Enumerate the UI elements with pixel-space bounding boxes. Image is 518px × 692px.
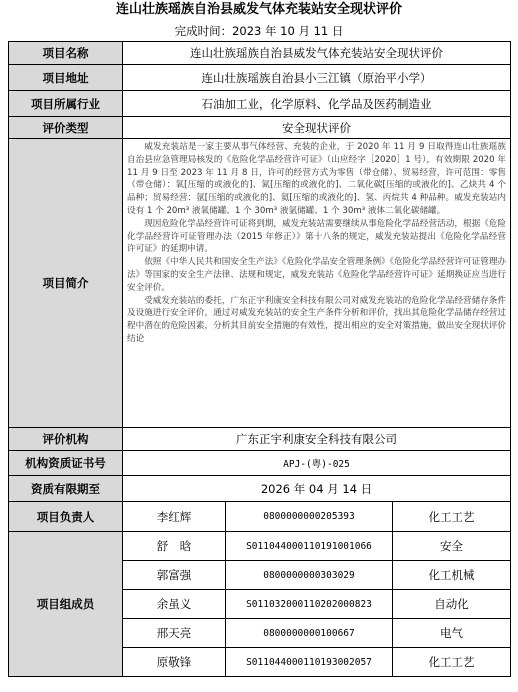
project-name-label: 项目名称 [9,42,123,65]
eval-type-value: 安全现状评价 [123,117,511,139]
intro-paragraph: 受威发充装站的委托，广东正宇利康安全科技有限公司对威发充装站的危险化学品经营储存条件及设施进行安全评价，通过对威发充装站的安全生产条件分析和评价，找出其危险化学品储存经营过程中潜在的危险因素，分析其目前安全措施的有效性，提出相应的安全对策措施，做出安全现状评价结论 [127,295,507,344]
member-specialty: 化工工艺 [393,648,511,677]
member-cert: 0800000000303029 [226,561,393,590]
industry-label: 项目所属行业 [9,91,123,117]
project-info-table [8,41,511,677]
member-specialty: 化工机械 [393,561,511,590]
member-cert: 0800000000100667 [226,619,393,648]
row-eval-type [9,117,511,139]
member-row [9,532,511,561]
row-cert-expiry [9,476,511,502]
row-industry [9,91,511,117]
intro-paragraph: 威发充装站是一家主要从事气体经营、充装的企业，于 2020 年 11 月 9 日取得连山壮族瑶族自治县应急管理局核发的《危险化学品经营许可证》（山应经字［2020］1 号），有效期限 2020 年 11 月 9 日至 2023 年 11 月 8 日，许可的经营方式为零售（带仓储）、贸易经营，许可范围：零售（带仓储）：氧[压缩的或液化的]、氮[压缩的或液化的]、二氧化碳[压缩的或液化的]、乙炔共 4 个品种；贸易经营：氩[压缩的或液化的]、氦[压缩的或液化的]、氢、丙烷共 4 种品种。威发充装站内设有 1 个 20m³ 液氧储罐、1 个 30m³ 液氩储罐、1 个 30m³ 液体二氧化碳储罐。 [127,142,507,216]
eval-type-label: 评价类型 [9,117,123,139]
cert-no-value: APJ-(粤)-025 [123,451,511,476]
leader-cert: 0800000000205393 [226,502,393,532]
intro-label: 项目简介 [9,139,123,428]
eval-org-label: 评价机构 [9,428,123,451]
project-address-label: 项目地址 [9,65,123,91]
member-specialty: 自动化 [393,590,511,619]
leader-label: 项目负责人 [9,502,123,532]
project-name-value: 连山壮族瑶族自治县威发气体充装站安全现状评价 [123,42,511,65]
member-cert: S011044000110193002057 [226,648,393,677]
member-name: 原敬锋 [123,648,226,677]
row-eval-org [9,428,511,451]
completion-date: 完成时间：2023 年 10 月 11 日 [174,24,344,38]
cert-expiry-value: 2026 年 04 月 14 日 [123,476,511,502]
member-name: 余虽义 [123,590,226,619]
cert-no-label: 机构资质证书号 [9,451,123,476]
members-label: 项目组成员 [9,532,123,677]
row-cert-no [9,451,511,476]
member-name: 舒 晗 [123,532,226,561]
cert-expiry-label: 资质有限期至 [9,476,123,502]
row-leader [9,502,511,532]
eval-org-value: 广东正宇利康安全科技有限公司 [123,428,511,451]
row-project-name [9,42,511,65]
document-title: 连山壮族瑶族自治县威发气体充装站安全现状评价 [115,2,402,17]
member-specialty: 安全 [393,532,511,561]
member-cert: S011032000110202000823 [226,590,393,619]
leader-specialty: 化工工艺 [393,502,511,532]
member-specialty: 电气 [393,619,511,648]
intro-text [123,139,511,428]
member-cert: S011044000110191001066 [226,532,393,561]
project-address-value: 连山壮族瑶族自治县小三江镇（原治平小学） [123,65,511,91]
member-name: 邢天亮 [123,619,226,648]
row-intro [9,139,511,428]
intro-paragraph: 依照《中华人民共和国安全生产法》《危险化学品安全管理条例》《危险化学品经营许可证管理办法》等国家的安全生产法律、法规和规定，威发充装站《危险化学品经营许可证》延期换证应当进行安全评价。 [127,257,507,293]
row-project-address [9,65,511,91]
industry-value: 石油加工业，化学原料、化学品及医药制造业 [123,91,511,117]
intro-paragraph: 现因危险化学品经营许可证将到期，威发充装站需要继续从事危险化学品经营活动，根据《危险化学品经营许可证管理办法（2015 年修正）》第十八条的规定，威发充装站提出《危险化学品经营许可证》的延期申请。 [127,218,507,255]
leader-name: 李红辉 [123,502,226,532]
member-name: 郭富强 [123,561,226,590]
